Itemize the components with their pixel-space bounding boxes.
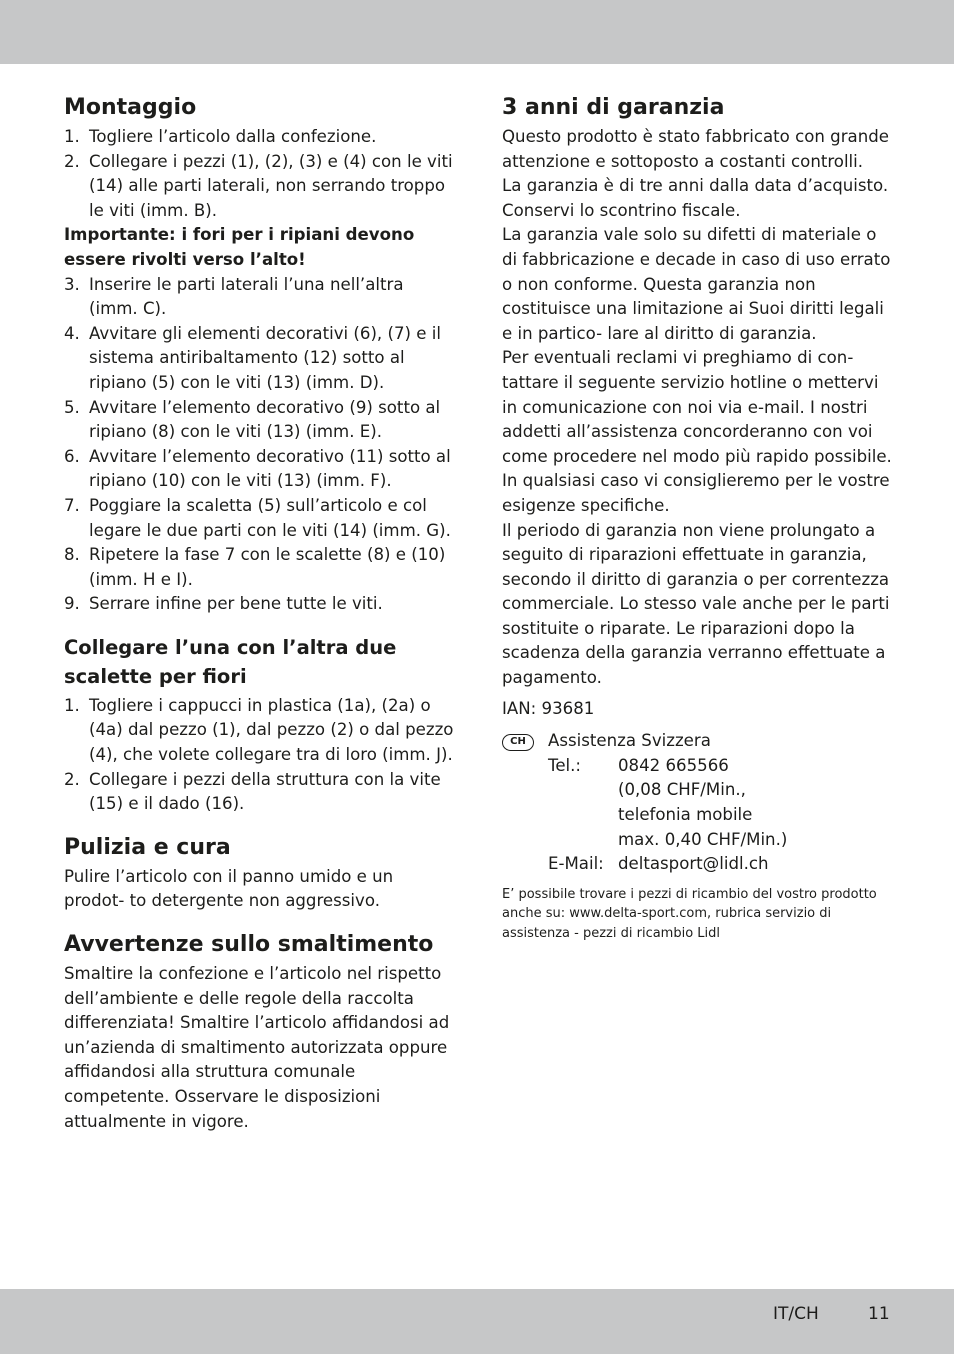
header-band bbox=[0, 0, 954, 64]
tel-label: Tel.: bbox=[548, 755, 582, 775]
garanzia-paragraph: La garanzia vale solo su difetti di materiale o di fabbricazione e decade in caso di uso errato o non conforme. Questa garanzia non costituisce una limitazione ai Suoi diritti legali e in partico- lare al diritto di garanzia. bbox=[502, 225, 891, 343]
list-item: 7. Poggiare la scaletta (5) sull’articolo e col legare le due parti con le viti (14) (imm. G). bbox=[64, 495, 451, 540]
garanzia-heading: 3 anni di garanzia bbox=[502, 95, 725, 120]
list-item: 5. Avvitare l’elemento decorativo (9) sotto al ripiano (8) con le viti (13) (imm. E). bbox=[64, 397, 441, 442]
list-item: 9. Serrare infine per bene tutte le viti. bbox=[64, 594, 383, 614]
pulizia-heading: Pulizia e cura bbox=[64, 834, 231, 860]
collegare-steps bbox=[64, 694, 456, 817]
ian-number: IAN: 93681 bbox=[502, 698, 595, 718]
list-item: 8. Ripetere la fase 7 con le scalette (8) e (10) (imm. H e I). bbox=[64, 545, 446, 589]
garanzia-paragraph: La garanzia è di tre anni dalla data d’acquisto. Conservi lo scontrino fiscale. bbox=[502, 176, 889, 220]
smaltimento-heading: Avvertenze sullo smaltimento bbox=[64, 932, 434, 958]
tel-number: 0842 665566 bbox=[618, 755, 729, 775]
montaggio-steps-a bbox=[64, 125, 456, 223]
email-label: E-Mail: bbox=[548, 854, 604, 874]
pulizia-text: Pulire l’articolo con il panno umido e un prodot- to detergente non aggressivo. bbox=[64, 866, 394, 911]
service-title: Assistenza Svizzera bbox=[548, 731, 711, 751]
list-item: 3. Inserire le parti laterali l’una nell’altra (imm. C). bbox=[64, 274, 404, 319]
list-item: 6. Avvitare l’elemento decorativo (11) sotto al ripiano (10) con le viti (13) (imm. F). bbox=[64, 446, 451, 491]
email-address: deltasport@lidl.ch bbox=[618, 854, 769, 874]
left-column bbox=[64, 93, 456, 1134]
list-item: 4. Avvitare gli elementi decorativi (6), (7) e il sistema antiribaltamento (12) sotto al ripiano (5) con le viti (13) (imm. D). bbox=[64, 323, 441, 392]
tel-mobile: telefonia mobile bbox=[618, 805, 753, 825]
garanzia-paragraph: Questo prodotto è stato fabbricato con grande attenzione e sottoposto a costanti controlli. bbox=[502, 127, 889, 171]
tel-mobile-rate: max. 0,40 CHF/Min.) bbox=[618, 829, 788, 849]
garanzia-paragraph: Il periodo di garanzia non viene prolungato a seguito di riparazioni effettuate in garanzia, secondo il diritto di garanzia o per correntezza commerciale. Lo stesso vale anche per le parti sostituite o riparate. Le riparazioni dopo la scadenza della garanzia verranno effettuate a pagamento. bbox=[502, 520, 890, 688]
montaggio-steps-b bbox=[64, 273, 456, 617]
right-column bbox=[502, 93, 892, 943]
ch-badge-icon: CH bbox=[502, 734, 534, 751]
spare-parts-note: E’ possibile trovare i pezzi di ricambio del vostro prodotto anche su: www.delta-sport.com, rubrica servizio di assistenza - pezzi di ricambio Lidl bbox=[502, 886, 877, 941]
smaltimento-text: Smaltire la confezione e l’articolo nel rispetto dell’ambiente e delle regole della raccolta differenziata! Smaltire l’articolo affidandosi ad un’azienda di smaltimento autorizzata oppure affidandosi alla struttura comunale competente. Osservare le disposizioni attualmente in vigore. bbox=[64, 964, 450, 1131]
page-number: 11 bbox=[868, 1304, 890, 1324]
tel-rate: (0,08 CHF/Min., bbox=[618, 780, 746, 800]
montaggio-heading: Montaggio bbox=[64, 95, 197, 120]
footer-language: IT/CH bbox=[773, 1304, 819, 1324]
list-item: 1. Togliere i cappucci in plastica (1a), (2a) o (4a) dal pezzo (1), dal pezzo (2) o dal pezzo (4), che volete collegare tra di loro (imm. J). bbox=[64, 695, 454, 765]
list-item: 2. Collegare i pezzi (1), (2), (3) e (4) con le viti (14) alle parti laterali, non serrando troppo le viti (imm. B). bbox=[64, 151, 453, 220]
collegare-heading: Collegare l’una con l’altra due scalette per fiori bbox=[64, 635, 397, 688]
important-note: Importante: i fori per i ripiani devono essere rivolti verso l’alto! bbox=[64, 225, 415, 269]
list-item: 2. Collegare i pezzi della struttura con la vite (15) e il dado (16). bbox=[64, 769, 441, 814]
garanzia-paragraph: Per eventuali reclami vi preghiamo di con- tattare il seguente servizio hotline o mettervi in comunicazione con noi via e-mail. I nostri addetti all’assistenza concorderanno con voi come procedere nel modo più rapido possibile. In qualsiasi caso vi consiglieremo per le vostre esigenze specifiche. bbox=[502, 348, 892, 515]
service-contact bbox=[502, 729, 892, 877]
list-item: 1. Togliere l’articolo dalla confezione. bbox=[64, 127, 377, 146]
